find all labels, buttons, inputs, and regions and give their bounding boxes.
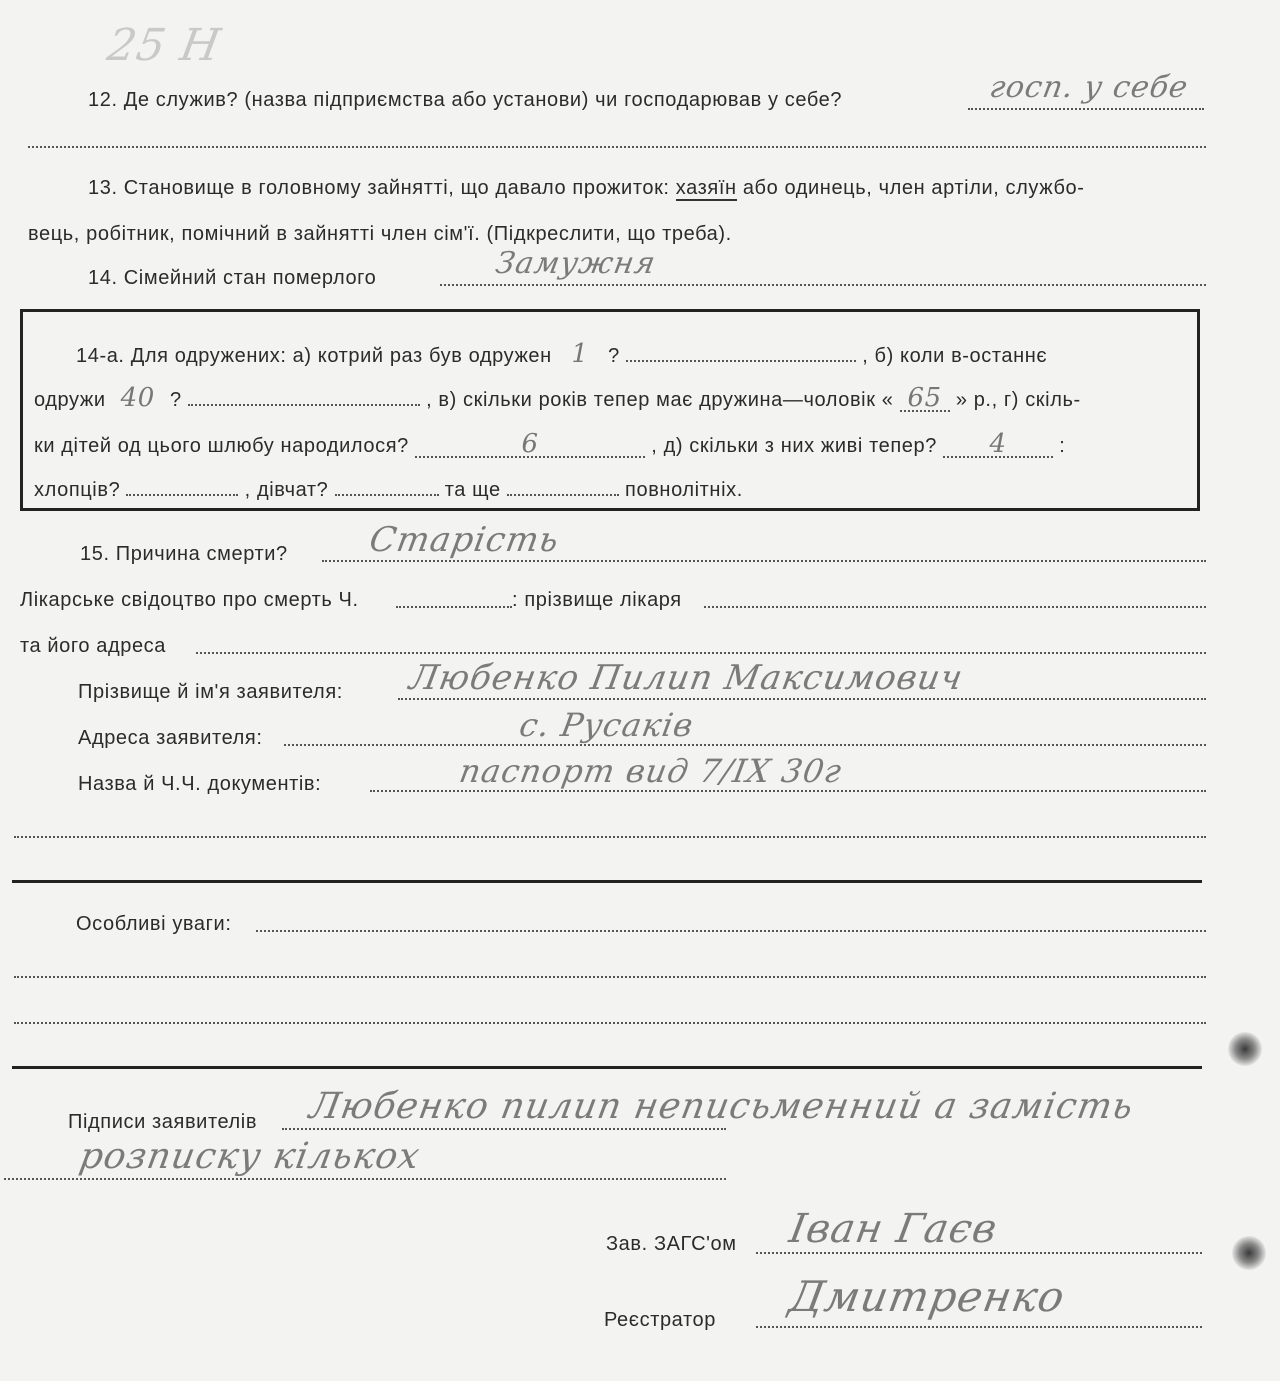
- applicant-name-line: [398, 698, 1206, 700]
- applicant-name-label: Прізвище й ім'я заявителя:: [78, 681, 343, 703]
- q15-answer: Старість: [366, 520, 563, 560]
- q14a-row4: [34, 478, 743, 502]
- q14a-a-answer: 1: [571, 339, 589, 369]
- q14a-row2: [34, 383, 1081, 413]
- q12-answer: госп. у себе: [986, 70, 1192, 105]
- q14a-a-dots: [626, 360, 856, 362]
- registrar-signature: Дмитренко: [785, 1272, 1069, 1321]
- separator-bottom: [12, 1066, 1202, 1069]
- q13-line1: [88, 176, 1084, 200]
- q14a-b-dots: [188, 404, 420, 406]
- q14a-b-answer: 40: [120, 383, 155, 413]
- doctor-address-line: [196, 652, 1206, 654]
- q14a-c-answer: 65: [900, 386, 950, 412]
- q12-line-2: [28, 146, 1206, 148]
- signatures-line-1: [282, 1128, 726, 1130]
- cert-line: [396, 606, 512, 608]
- q14a-d-answer: 6: [415, 432, 645, 458]
- applicant-name-answer: Любенко Пилип Максимович: [406, 658, 967, 698]
- doctor-label: : прізвище лікаря: [512, 589, 682, 611]
- q14a-girls-dots: [335, 494, 439, 496]
- applicant-address-label: Адреса заявителя:: [78, 727, 263, 749]
- q14a-e-colon: :: [1059, 435, 1066, 457]
- q14a-boys-dots: [126, 494, 238, 496]
- q12-line: [968, 108, 1204, 110]
- q14a-c-label-end: » р., г) скіль-: [955, 389, 1081, 411]
- separator-top: [12, 880, 1202, 883]
- edge-smudge-bottom: [1232, 1236, 1266, 1270]
- q12-label: 12. Де служив? (назва підприємства або установи) чи господарював у себе?: [88, 89, 843, 111]
- applicant-address-answer: с. Русаків: [516, 706, 697, 744]
- corner-note: 25 Н: [103, 20, 225, 71]
- signatures-label: Підписи заявителів: [68, 1111, 258, 1133]
- documents-line-2: [14, 836, 1206, 838]
- q14a-a-qmark: ?: [608, 345, 620, 367]
- q15-label: 15. Причина смерти?: [80, 543, 288, 565]
- q14-line: [440, 284, 1206, 286]
- q14a-e-answer: 4: [943, 432, 1053, 458]
- registrar-line: [756, 1326, 1202, 1328]
- notes-line-3: [14, 1022, 1206, 1024]
- applicant-address-line: [284, 744, 1206, 746]
- q13-line1-rest: або одинець, член артіли, службо-: [742, 177, 1085, 199]
- doctor-address-label: та його адреса: [20, 635, 167, 657]
- edge-smudge-top: [1228, 1032, 1262, 1066]
- q14a-d-label: ки дітей од цього шлюбу народилося?: [34, 435, 409, 457]
- q13-line2: вець, робітник, помічний в зайнятті член сім'ї. (Підкреслити, що треба).: [28, 223, 732, 245]
- q14a-e-label: , д) скільки з них живі тепер?: [651, 435, 937, 457]
- q14a-b-label: одружи: [34, 389, 106, 411]
- notes-label: Особливі уваги:: [76, 913, 232, 935]
- documents-line: [370, 790, 1206, 792]
- q14a-more-label: та ще: [444, 479, 501, 501]
- zags-label: Зав. ЗАГС'ом: [606, 1233, 737, 1255]
- q14a-row1: [76, 339, 1048, 369]
- q14a-row3: [34, 429, 1066, 459]
- q14a-boys-label: хлопців?: [34, 479, 121, 501]
- cert-label: Лікарське свідоцтво про смерть Ч.: [20, 589, 359, 611]
- q14a-c-label: , в) скільки років тепер має дружина—чоловік «: [426, 389, 894, 411]
- q14a-more-dots: [507, 494, 619, 496]
- notes-line-2: [14, 976, 1206, 978]
- documents-answer: паспорт вид 7/IX 30г: [456, 752, 846, 790]
- documents-label: Назва й Ч.Ч. документів:: [78, 773, 322, 795]
- q14a-a-label: 14-а. Для одружених: а) котрий раз був одружен: [76, 345, 552, 367]
- q14-answer: Замужня: [492, 246, 659, 281]
- signatures-answer-2: розписку кількох: [76, 1136, 424, 1177]
- q14a-adult-label: повнолітніх.: [625, 479, 743, 501]
- signatures-answer-1: Любенко пилип неписьменний а замість: [306, 1086, 1137, 1127]
- registrar-label: Реєстратор: [604, 1309, 716, 1331]
- signatures-line-2: [4, 1178, 726, 1180]
- q14-label: 14. Сімейний стан померлого: [88, 267, 377, 289]
- q14a-b-qmark: ?: [169, 389, 182, 411]
- zags-signature: Іван Гаєв: [785, 1206, 1002, 1252]
- q13-underlined-option: хазяїн: [675, 177, 737, 199]
- q13-line1-text: 13. Становище в головному зайнятті, що давало прожиток:: [88, 177, 670, 199]
- doctor-line: [704, 606, 1206, 608]
- notes-line-1: [256, 930, 1206, 932]
- q14a-girls-label: , дівчат?: [244, 479, 329, 501]
- q15-line: [322, 560, 1206, 562]
- zags-line: [756, 1252, 1202, 1254]
- q14a-b-label-start: , б) коли в-останнє: [862, 345, 1048, 367]
